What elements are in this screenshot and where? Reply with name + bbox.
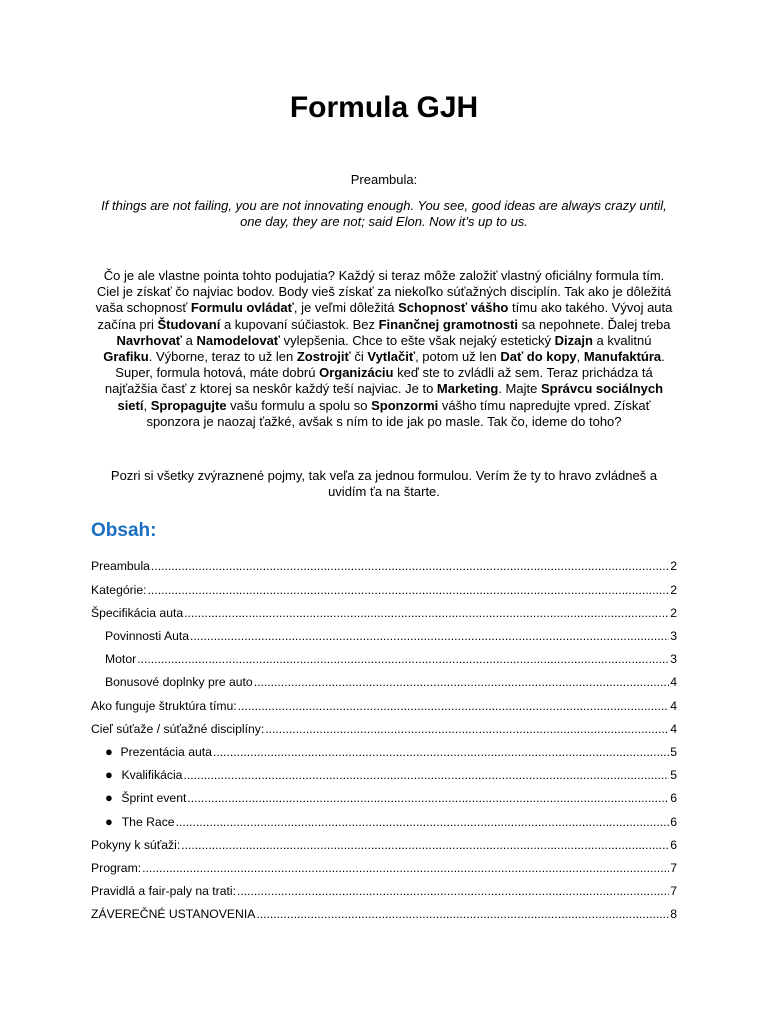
toc-page-number: 4 xyxy=(670,675,677,690)
toc-entry[interactable] xyxy=(91,767,677,790)
toc-entry-label: ZÁVEREČNÉ USTANOVENIA xyxy=(91,907,256,922)
intro-text: vášho tímu napredujte vpred. Získať sponzora je naozaj ťažké, avšak s ním to ide jak po masle. Tak čo, ideme do toho? xyxy=(146,397,651,429)
preamble-label: Preambula: xyxy=(350,172,418,187)
intro-text: tímu ako takého. Vývoj auta začína pri xyxy=(97,300,673,332)
toc-leader-dots xyxy=(190,628,669,644)
intro-text: a kupovaní súčiastok. Bez xyxy=(220,316,379,332)
highlighted-term: Navrhovať xyxy=(116,332,183,348)
toc-entry-label: Pokyny k súťaži: xyxy=(91,837,181,852)
bullet-icon: ● xyxy=(105,790,113,806)
toc-entry[interactable] xyxy=(91,906,677,929)
highlighted-term: Zostrojiť xyxy=(296,349,351,365)
toc-page-number: 8 xyxy=(670,907,677,922)
toc-entry[interactable] xyxy=(91,582,677,605)
intro-text: sa nepohnete. Ďalej treba xyxy=(518,316,671,332)
toc-entry[interactable] xyxy=(91,790,677,813)
toc-heading: Obsah: xyxy=(91,520,157,542)
toc-entry-label: Prezentácia auta xyxy=(120,744,212,759)
toc-entry-label: Preambula xyxy=(91,559,150,574)
highlighted-term: Dizajn xyxy=(554,332,593,348)
toc-entry[interactable] xyxy=(91,628,677,651)
toc-leader-dots xyxy=(254,674,670,690)
toc-page-number: 6 xyxy=(670,837,677,852)
toc-entry-label: The Race xyxy=(121,814,175,829)
toc-leader-dots xyxy=(238,698,670,714)
intro-text: vylepšenia. Chce to ešte však nejaký estetický xyxy=(280,332,555,348)
toc-page-number: 6 xyxy=(670,814,677,829)
intro-text: . Super, formula hotová, máte dobrú xyxy=(115,349,665,381)
table-of-contents xyxy=(91,558,677,929)
highlighted-term: Spropagujte xyxy=(150,397,227,413)
toc-leader-dots xyxy=(137,651,669,667)
intro-text: Čo je ale vlastne pointa tohto podujatia? Každý si teraz môže založiť vlastný oficiálny formula tím. Ciel je získať čo najviac bodov. Body vieš získať za niekoľko súťažných disciplín. Tak ako je dôležitá vaša schopnosť xyxy=(95,268,672,316)
toc-leader-dots xyxy=(265,721,669,737)
intro-text: keď ste to zvládli až sem. Teraz prichádza tá najťažšia časť z ktorej sa neskôr každý teší najviac. Je to xyxy=(104,365,653,397)
toc-page-number: 4 xyxy=(670,721,677,736)
preamble-quote: If things are not failing, you are not innovating enough. You see, good ideas are always crazy until, one day, they are not; said Elon. Now it’s up to us. xyxy=(101,198,667,229)
highlighted-term: Manufaktúra xyxy=(583,349,662,365)
highlighted-term: Namodelovať xyxy=(196,332,281,348)
toc-page-number: 7 xyxy=(670,884,677,899)
toc-entry[interactable] xyxy=(91,837,677,860)
toc-page-number: 2 xyxy=(670,605,677,620)
toc-leader-dots xyxy=(184,605,669,621)
toc-entry-label: Motor xyxy=(105,652,137,667)
bullet-icon: ● xyxy=(105,767,113,783)
toc-entry[interactable] xyxy=(91,605,677,628)
intro-text: , xyxy=(143,397,151,413)
toc-entry-label: Kategórie: xyxy=(91,582,147,597)
toc-entry[interactable] xyxy=(91,698,677,721)
intro-text: vašu formulu a spolu so xyxy=(226,397,372,413)
intro-text: , potom už len xyxy=(415,349,501,365)
toc-entry-label: Povinnosti Auta xyxy=(105,629,190,643)
toc-leader-dots xyxy=(256,906,669,922)
toc-leader-dots xyxy=(213,744,669,760)
toc-leader-dots xyxy=(151,558,669,574)
bullet-icon: ● xyxy=(105,743,113,759)
toc-entry-label: Bonusové doplnky pre auto xyxy=(105,675,253,690)
intro-text: . Majte xyxy=(498,381,541,397)
highlighted-term: Grafiku xyxy=(103,349,149,365)
toc-entry-label: Kvalifikácia xyxy=(121,768,183,783)
toc-page-number: 3 xyxy=(670,629,677,643)
toc-entry[interactable] xyxy=(91,674,677,697)
toc-entry[interactable] xyxy=(91,744,677,767)
toc-page-number: 2 xyxy=(670,582,677,597)
toc-leader-dots xyxy=(148,582,670,598)
closing-paragraph: Pozri si všetky zvýraznené pojmy, tak veľa za jednou formulou. Verím že ty to hravo zvládneš a uvidím ťa na štarte. xyxy=(110,468,658,500)
highlighted-term: Organizáciu xyxy=(319,365,394,381)
highlighted-term: Sponzormi xyxy=(371,397,439,413)
toc-entry[interactable] xyxy=(91,651,677,674)
toc-entry-label: Pravidlá a fair-paly na trati: xyxy=(91,884,236,899)
intro-text: . Výborne, teraz to už len xyxy=(148,349,297,365)
intro-text: , xyxy=(576,349,584,365)
document-title: Formula GJH xyxy=(289,91,479,124)
toc-entry-label: Špecifikácia auta xyxy=(91,605,184,620)
toc-entry[interactable] xyxy=(91,814,677,837)
intro-paragraph xyxy=(91,268,677,430)
highlighted-term: Formulu ovládať xyxy=(190,300,294,316)
intro-text: , je veľmi dôležitá xyxy=(293,300,399,316)
highlighted-term: Správcu sociálnych sietí xyxy=(117,381,664,413)
bullet-icon: ● xyxy=(105,813,113,829)
toc-entry-label: Ako funguje štruktúra tímu: xyxy=(91,698,237,713)
highlighted-term: Marketing xyxy=(436,381,499,397)
toc-entry[interactable] xyxy=(91,558,677,581)
toc-entry[interactable] xyxy=(91,721,677,744)
toc-page-number: 2 xyxy=(670,559,677,574)
toc-leader-dots xyxy=(181,837,669,853)
toc-page-number: 6 xyxy=(670,791,677,806)
toc-entry[interactable] xyxy=(91,860,677,883)
toc-entry[interactable] xyxy=(91,883,677,906)
intro-text: a kvalitnú xyxy=(592,332,652,348)
toc-leader-dots xyxy=(142,860,669,876)
highlighted-term: Študovaní xyxy=(157,316,221,332)
toc-leader-dots xyxy=(237,883,669,899)
intro-text: a xyxy=(182,332,197,348)
highlighted-term: Vytlačiť xyxy=(367,349,416,365)
toc-entry-label: Cieľ súťaže / súťažné disciplíny: xyxy=(91,721,265,736)
toc-page-number: 5 xyxy=(670,768,677,783)
toc-page-number: 3 xyxy=(670,652,677,667)
toc-leader-dots xyxy=(183,767,669,783)
toc-page-number: 7 xyxy=(670,860,677,875)
toc-entry-label: Program: xyxy=(91,860,142,875)
highlighted-term: Dať do kopy xyxy=(500,349,577,365)
toc-page-number: 4 xyxy=(670,698,677,713)
toc-entry-label: Šprint event xyxy=(121,791,187,806)
intro-text: či xyxy=(350,349,368,365)
highlighted-term: Schopnosť vášho xyxy=(398,300,509,316)
toc-leader-dots xyxy=(187,790,669,806)
highlighted-term: Finančnej gramotnosti xyxy=(378,316,518,332)
toc-leader-dots xyxy=(176,814,670,830)
toc-page-number: 5 xyxy=(670,744,677,759)
